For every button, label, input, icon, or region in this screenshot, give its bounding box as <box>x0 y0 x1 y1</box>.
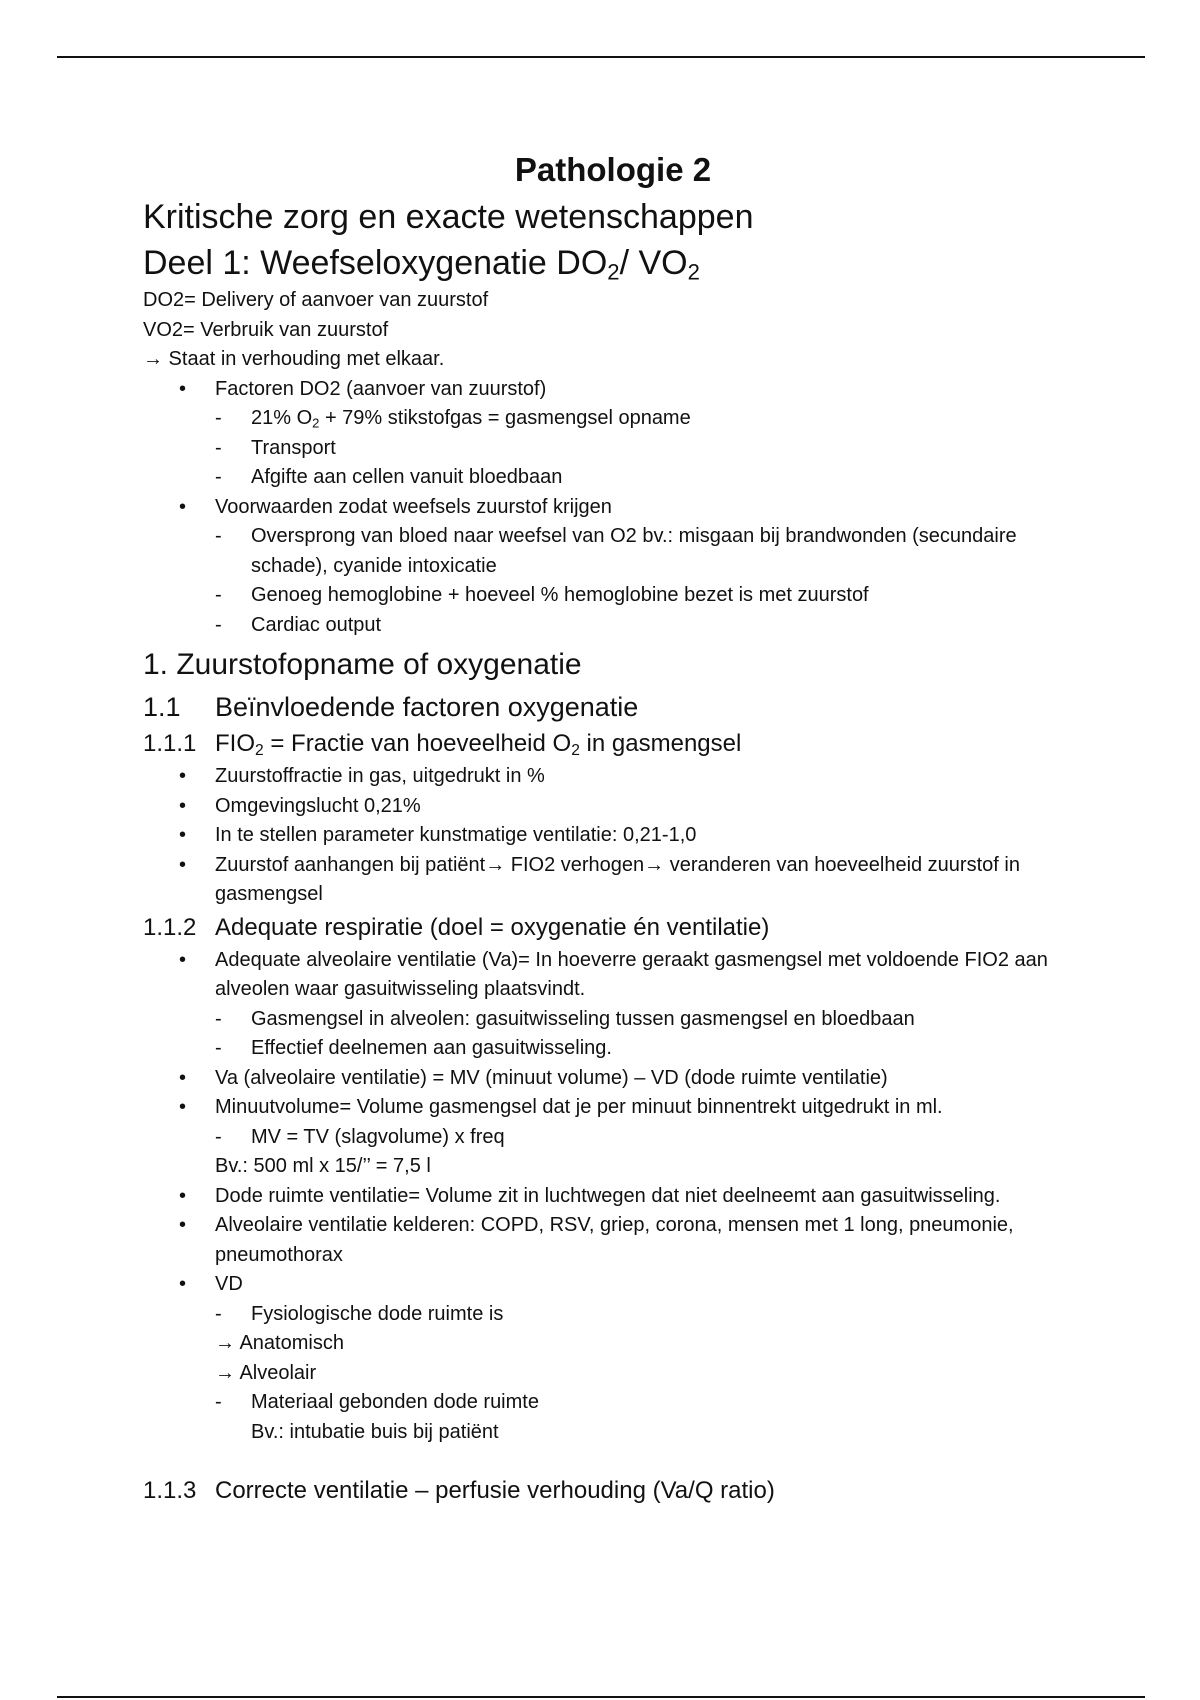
sub-list <box>215 1005 1083 1064</box>
sub-list-item: - Transport <box>215 434 1083 464</box>
part-heading-sub: 2 <box>687 259 700 285</box>
list-item <box>179 493 1083 641</box>
list-item-text: Minuutvolume= Volume gasmengsel dat je per minuut binnentrekt uitgedrukt in ml. <box>215 1096 943 1118</box>
section-title: Beïnvloedende factoren oxygenatie <box>215 692 639 722</box>
footer-rule <box>57 1696 1145 1698</box>
sub-list-item: - Fysiologische dode ruimte is <box>215 1300 1083 1330</box>
section-title-text: = Fractie van hoeveelheid O <box>263 730 572 757</box>
sub-list-item: - Cardiac output <box>215 611 1083 641</box>
section-title: Adequate respiratie (doel = oxygenatie én ventilatie) <box>215 913 770 941</box>
intro-line: DO2= Delivery of aanvoer van zuurstof <box>143 289 489 311</box>
section-title <box>215 726 741 762</box>
part-heading-sub: 2 <box>607 259 620 285</box>
arrow-line: → Anatomisch <box>215 1332 344 1354</box>
list-item: • In te stellen parameter kunstmatige ventilatie: 0,21-1,0 <box>179 821 1083 851</box>
list-item-text: VD <box>215 1273 243 1295</box>
document-page <box>143 148 1083 1509</box>
sub-list-item: - Afgifte aan cellen vanuit bloedbaan <box>215 463 1083 493</box>
list-item: • Omgevingslucht 0,21% <box>179 792 1083 822</box>
sub-list-item: - Effectief deelnemen aan gasuitwisseling. <box>215 1034 1083 1064</box>
list-item: • Zuurstof aanhangen bij patiënt→ FIO2 verhogen→ veranderen van hoeveelheid zuurstof in gasmengsel <box>179 851 1083 910</box>
subscript: 2 <box>571 741 580 759</box>
sub-list <box>215 1123 1083 1153</box>
document-subtitle: Kritische zorg en exacte wetenschappen <box>143 198 754 236</box>
sub-list-text: 21% O <box>251 407 313 429</box>
list-item-text: Adequate alveolaire ventilatie (Va)= In hoeverre geraakt gasmengsel met voldoende FIO2 aan alveolen waar gasuitwisseling plaatsvindt. <box>215 948 1048 1000</box>
sub-list-item: - Genoeg hemoglobine + hoeveel % hemoglobine bezet is met zuurstof <box>215 581 1083 611</box>
section-heading-1-1-3 <box>143 1473 1083 1509</box>
sub-list <box>215 522 1083 640</box>
example-line: Bv.: 500 ml x 15/’’ = 7,5 l <box>215 1155 431 1177</box>
list-item: • Zuurstoffractie in gas, uitgedrukt in % <box>179 762 1083 792</box>
part-heading <box>143 240 1083 286</box>
list-item: • Alveolaire ventilatie kelderen: COPD, RSV, griep, corona, mensen met 1 long, pneumonie, pneumothorax <box>179 1211 1083 1270</box>
section-title-text: FIO <box>215 730 255 757</box>
subscript: 2 <box>312 415 320 431</box>
fio2-list <box>143 762 1083 910</box>
section-title: Correcte ventilatie – perfusie verhouding (Va/Q ratio) <box>215 1477 775 1504</box>
list-item-text: Voorwaarden zodat weefsels zuurstof krijgen <box>215 495 612 518</box>
section-heading-1: 1. Zuurstofopname of oxygenatie <box>143 648 582 681</box>
section-number: 1.1.3 <box>143 1477 197 1504</box>
document-title: Pathologie 2 <box>514 151 712 188</box>
intro-line: → Staat in verhouding met elkaar. <box>143 348 445 370</box>
sub-list-item <box>215 404 1083 434</box>
respiratie-list <box>143 946 1083 1448</box>
section-number: 1.1.2 <box>143 913 197 941</box>
list-item: • Dode ruimte ventilatie= Volume zit in luchtwegen dat niet deelneemt aan gasuitwisseling. <box>179 1182 1083 1212</box>
sub-list-item: - Materiaal gebonden dode ruimte <box>215 1388 1083 1418</box>
sub-list-text: + 79% stikstofgas = gasmengsel opname <box>319 407 691 429</box>
section-heading-1-1-2 <box>143 910 1083 946</box>
list-item: • Va (alveolaire ventilatie) = MV (minuut volume) – VD (dode ruimte ventilatie) <box>179 1064 1083 1094</box>
part-heading-text: / VO <box>619 244 688 282</box>
example-line: Bv.: intubatie buis bij patiënt <box>251 1420 499 1443</box>
list-item <box>179 946 1083 1064</box>
sub-list-item: - Gasmengsel in alveolen: gasuitwisseling tussen gasmengsel en bloedbaan <box>215 1005 1083 1035</box>
section-heading-1-1-1 <box>143 726 1083 762</box>
sub-list <box>215 1388 1083 1418</box>
part-heading-text: Deel 1: Weefseloxygenatie DO <box>143 244 608 282</box>
sub-list-item: - Oversprong van bloed naar weefsel van O2 bv.: misgaan bij brandwonden (secundaire schade), cyanide intoxicatie <box>215 522 1083 581</box>
list-item <box>179 1270 1083 1447</box>
section-number: 1.1 <box>143 692 181 722</box>
intro-line: VO2= Verbruik van zuurstof <box>143 318 389 341</box>
section-number: 1.1.1 <box>143 730 197 757</box>
subscript: 2 <box>255 741 264 759</box>
section-heading-1-1 <box>143 688 1083 726</box>
arrow-line: → Alveolair <box>215 1361 317 1384</box>
list-item <box>179 1093 1083 1182</box>
list-item-text: Factoren DO2 (aanvoer van zuurstof) <box>215 377 547 400</box>
list-item <box>179 375 1083 493</box>
header-rule <box>57 56 1145 58</box>
sub-list <box>215 404 1083 493</box>
do2-list <box>143 375 1083 641</box>
sub-list <box>215 1300 1083 1330</box>
sub-list-item: - MV = TV (slagvolume) x freq <box>215 1123 1083 1153</box>
section-title-text: in gasmengsel <box>579 730 742 757</box>
